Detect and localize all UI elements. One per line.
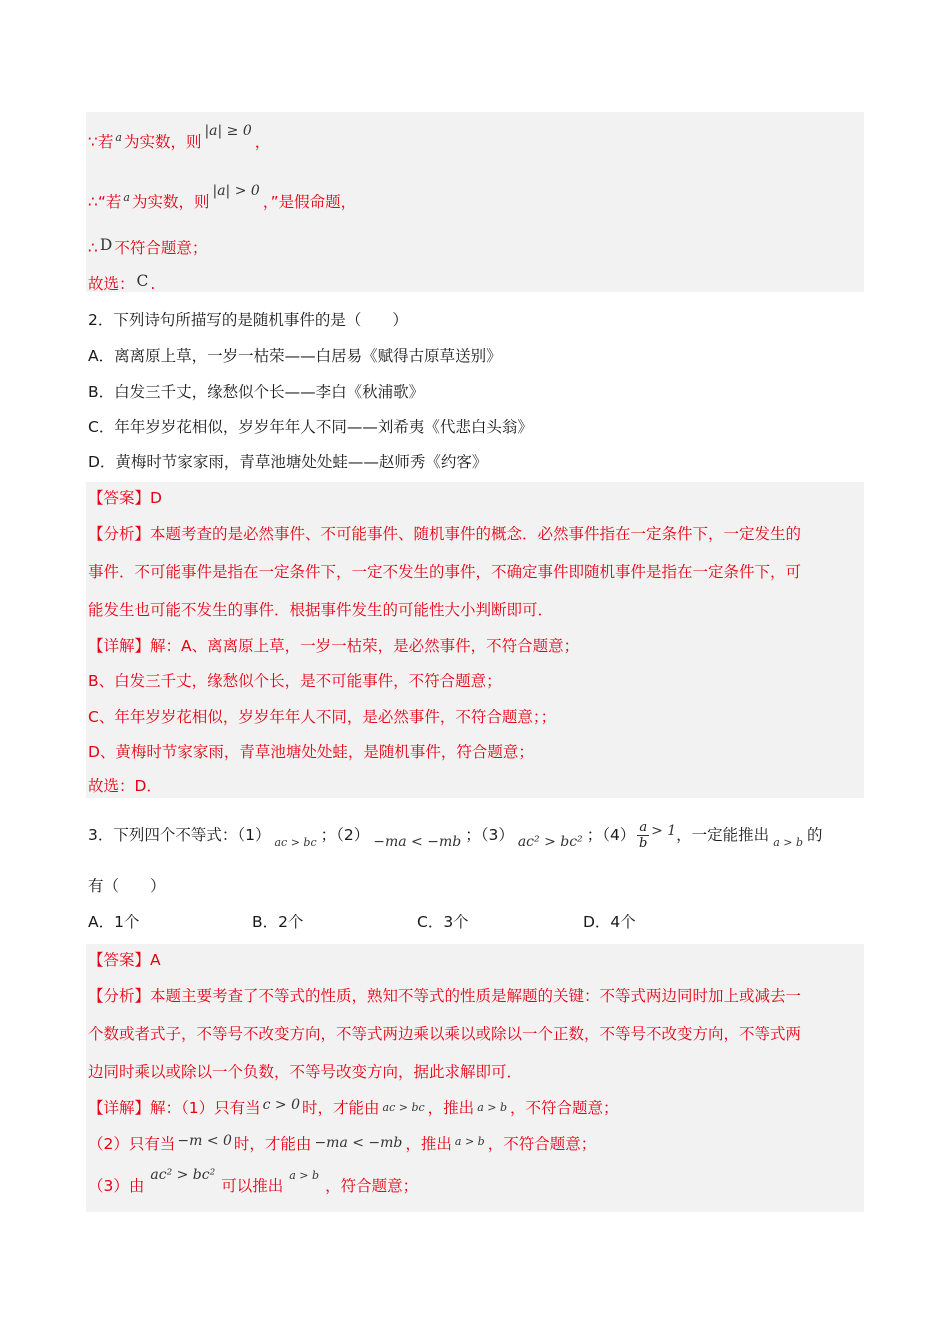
question-2-solution-block xyxy=(86,482,864,798)
math-expr: ac > bc xyxy=(274,836,317,849)
text: （3）由 xyxy=(88,1177,145,1195)
text: ，一定能推出 xyxy=(676,826,770,844)
question-3-option-b: B．2个 xyxy=(252,913,304,931)
math-expr: |a| ≥ 0 xyxy=(204,123,252,139)
question-3-option-d: D．4个 xyxy=(583,913,636,931)
question-2-option-d: D．黄梅时节家家雨，青草池塘处处蛙——赵师秀《约客》 xyxy=(88,453,488,471)
fraction-numerator: a xyxy=(639,820,648,835)
text: ；（3） xyxy=(465,826,514,844)
text: ，不符合题意； xyxy=(510,1099,619,1117)
question-3-analysis-2: 个数或者式子，不等号不改变方向，不等式两边乘以乘以或除以一个正数，不等号不改变方向，不等式两 xyxy=(88,1025,802,1043)
question-3-answer: 【答案】A xyxy=(88,951,161,969)
text: ，推出 xyxy=(405,1135,452,1153)
text: ，”是假命题， xyxy=(262,193,357,211)
question-3 xyxy=(86,798,864,944)
prev-solution-block xyxy=(86,112,864,292)
question-3-option-c: C．3个 xyxy=(417,913,469,931)
fraction-denominator: b xyxy=(639,836,648,851)
prev-solution-line-3 xyxy=(88,236,207,258)
math-var: a xyxy=(123,191,130,204)
question-2-stem: 2．下列诗句所描写的是随机事件的是（ ） xyxy=(88,311,408,329)
text: 3．下列四个不等式：（1） xyxy=(88,826,271,844)
question-2 xyxy=(86,292,864,482)
question-2-detail-3: C、年年岁岁花相似，岁岁年年人不同，是必然事件，不符合题意；； xyxy=(88,708,557,726)
fraction xyxy=(637,820,649,851)
prev-solution-line-1 xyxy=(88,123,271,152)
question-2-detail-5: 故选：D． xyxy=(88,777,162,795)
question-2-analysis-3: 能发生也可能不发生的事件．根据事件发生的可能性大小判断即可． xyxy=(88,601,554,619)
question-3-stem-line-2: 有（ ） xyxy=(88,877,166,895)
text: . xyxy=(150,275,156,293)
question-2-option-c: C．年年岁岁花相似，岁岁年年人不同——刘希夷《代悲白头翁》 xyxy=(88,418,533,436)
question-3-option-a: A．1个 xyxy=(88,913,140,931)
question-2-option-a: A．离离原上草，一岁一枯荣——白居易《赋得古原草送别》 xyxy=(88,347,502,365)
text: 故选： xyxy=(88,275,135,293)
math-var: a xyxy=(115,131,122,144)
question-2-analysis-1: 【分析】本题考查的是必然事件、不可能事件、随机事件的概念．必然事件指在一定条件下，一定发生的 xyxy=(88,525,802,543)
text: 【详解】解：（1）只有当 xyxy=(88,1099,261,1117)
question-3-analysis-1: 【分析】本题主要考查了不等式的性质，熟知不等式的性质是解题的关键：不等式两边同时加上或减去一 xyxy=(88,987,802,1005)
math-expr: a > b xyxy=(773,836,803,849)
question-3-stem-line-1 xyxy=(88,820,823,851)
question-2-option-b: B．白发三千丈，缘愁似个长——李白《秋浦歌》 xyxy=(88,383,425,401)
math-letter: D xyxy=(99,236,113,254)
text: 为实数，则 xyxy=(123,133,202,151)
text: ∴ xyxy=(88,239,98,257)
text: ；（4） xyxy=(586,826,636,844)
text: ∵若 xyxy=(88,133,114,151)
question-2-answer: 【答案】D xyxy=(88,489,162,507)
prev-solution-line-4 xyxy=(88,272,155,294)
text: 的 xyxy=(807,826,823,844)
question-3-detail-1 xyxy=(88,1096,619,1118)
text: ；（2） xyxy=(320,826,370,844)
text: 不符合题意； xyxy=(114,239,208,257)
text: ， xyxy=(254,133,271,151)
text: 可以推出 xyxy=(221,1177,284,1195)
prev-solution-line-2 xyxy=(88,183,357,212)
text: ，不符合题意； xyxy=(487,1135,597,1153)
question-2-detail-4: D、黄梅时节家家雨，青草池塘处处蛙，是随机事件，符合题意； xyxy=(88,743,534,761)
text: 时，才能由 xyxy=(302,1099,380,1117)
question-3-analysis-3: 边同时乘以或除以一个负数，不等号改变方向，据此求解即可． xyxy=(88,1063,523,1081)
text: （2）只有当 xyxy=(88,1135,176,1153)
math-expr: ac > bc xyxy=(382,1101,425,1114)
math-expr: > 1 xyxy=(651,823,677,839)
math-expr: −ma < −mb xyxy=(373,834,462,850)
math-expr: ac² > bc² xyxy=(150,1167,216,1183)
text: 时，才能由 xyxy=(233,1135,312,1153)
math-expr: |a| > 0 xyxy=(212,183,260,199)
text: ，推出 xyxy=(427,1099,475,1117)
math-expr: a > b xyxy=(477,1101,507,1114)
math-expr: c > 0 xyxy=(262,1097,301,1113)
document-page xyxy=(86,112,864,1212)
question-3-detail-3 xyxy=(88,1167,419,1196)
question-2-detail-2: B、白发三千丈，缘愁似个长，是不可能事件，不符合题意； xyxy=(88,672,502,690)
math-expr: a > b xyxy=(454,1135,485,1148)
text: 为实数，则 xyxy=(131,193,210,211)
question-2-analysis-2: 事件．不可能事件是指在一定条件下，一定不发生的事件，不确定事件即随机事件是指在一定条件下，可 xyxy=(88,563,802,581)
question-3-solution-block xyxy=(86,944,864,1212)
question-3-detail-2 xyxy=(88,1132,596,1154)
math-expr: ac² > bc² xyxy=(517,834,583,850)
math-expr: a > b xyxy=(289,1169,320,1182)
text: ∴“若 xyxy=(88,193,122,211)
math-expr: −ma < −mb xyxy=(314,1135,403,1151)
question-2-detail-1: 【详解】解：A、离离原上草，一岁一枯荣，是必然事件，不符合题意； xyxy=(88,637,580,655)
text: ，符合题意； xyxy=(325,1177,419,1195)
math-letter: C xyxy=(136,272,149,290)
math-expr: −m < 0 xyxy=(177,1133,232,1149)
